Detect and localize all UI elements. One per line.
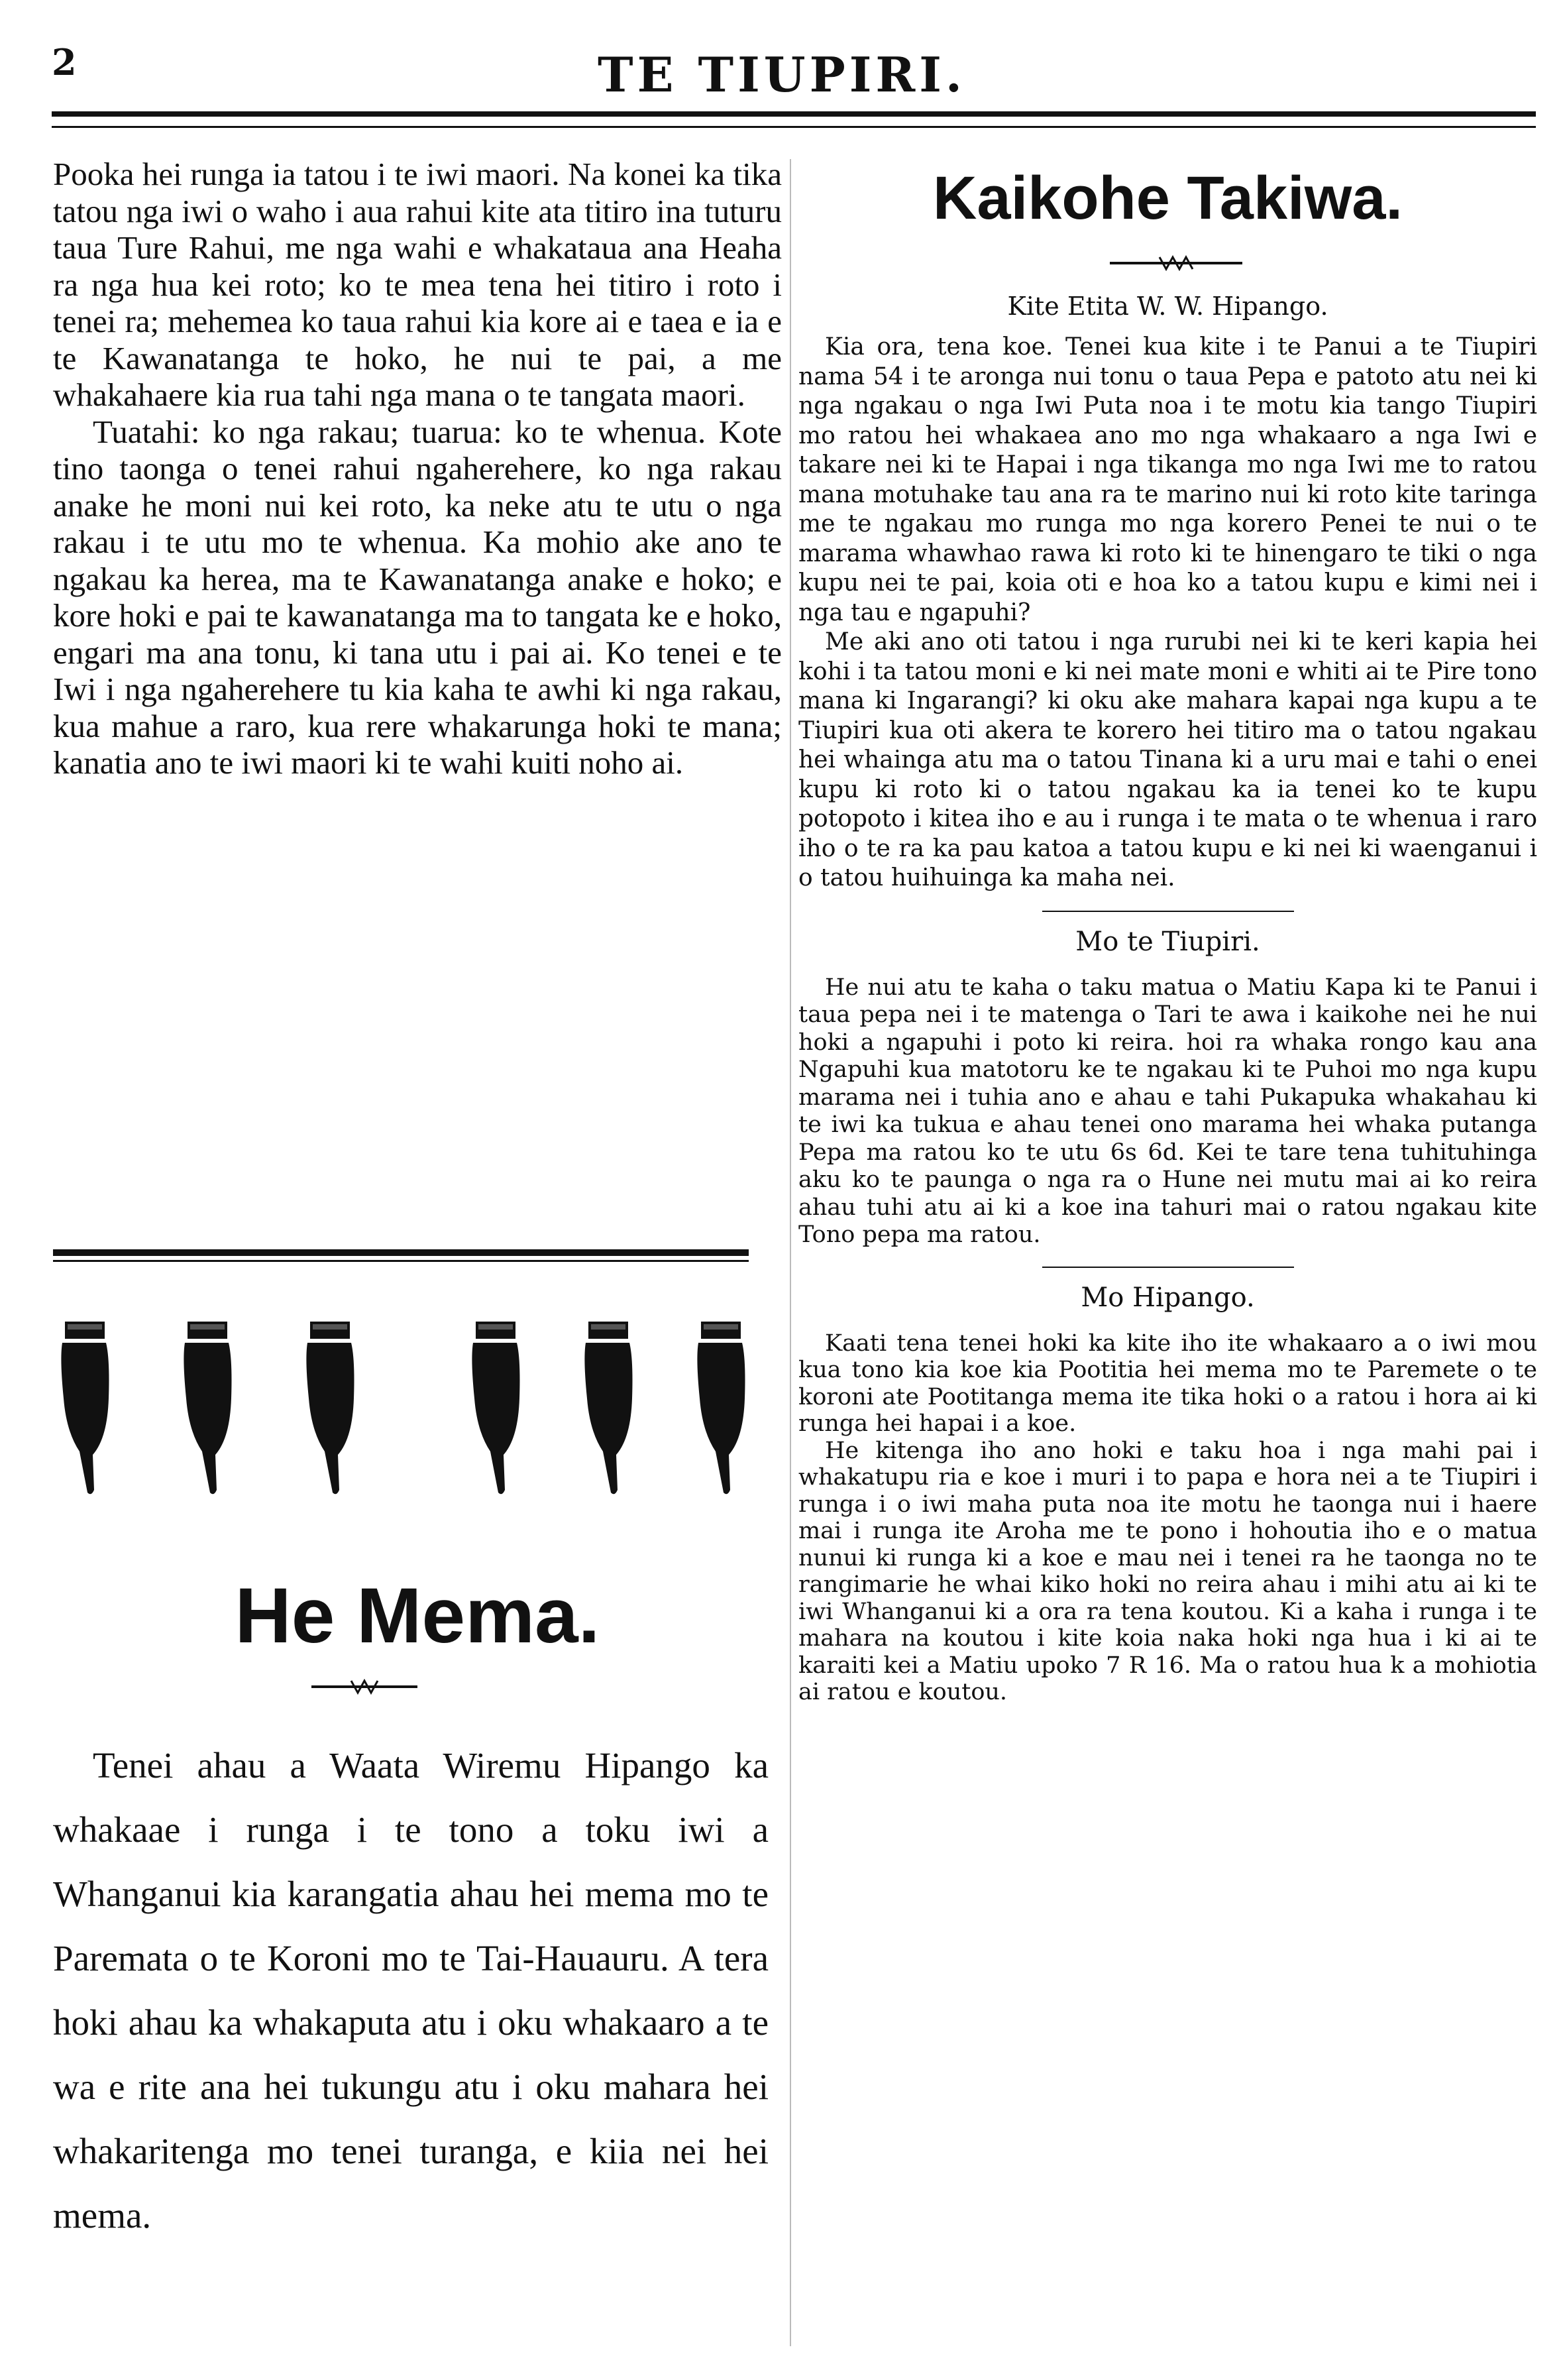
section-rule [1042, 911, 1294, 912]
pointing-hand-icon [464, 1319, 527, 1498]
letter-paragraph: Kia ora, tena koe. Tenei kua kite i te Panui a te Tiupiri nama 54 i te aronga nui tonu o taua Pepa e patoto atu nei ki nga ngakau o nga Iwi Puta noa i te motu kia tango Tiupiri mo ratou hei whakaea ano mo nga whakaaro a nga Iwi e takare nei ki te Hapai i nga tikanga mo nga Iwi me to ratou mana motuhake tau ana ra te marino nui ki roto kite taringa me te ngakau mo runga mo nga korero Penei te nui o te marama whawhao rawa ki roto ki te hinengaro te tiki o nga kupu nei te pai, koia oti e hoa ko a tatou kupu e kimi nei i nga tau e ngapuhi? [798, 333, 1537, 626]
mo-tiupiri-heading: Mo te Tiupiri. [1075, 926, 1260, 957]
page-number: 2 [52, 41, 77, 84]
rahui-article [53, 156, 782, 1223]
header-rule-thin [52, 126, 1536, 128]
mo-tiupiri-paragraph: He nui atu te kaha o taku matua o Matiu Kapa ki te Panui i taua pepa nei i te matenga o Tari te awa i kaikohe nei he nui hoki a ngapuhi i poto ki reira. hoi ra whaka rongo kau ana Ngapuhi kua matotoru ke te ngakau ki te Puhoi mo nga kupu marama nei i tuhia ano e ahau e tahi Pukapuka whakahau ki te iwi ka tukua e ahau tenei ono marama hei whaka putanga Pepa ma ratou ko te utu 6s 6d. Kei te tare tena tuhituhinga aku ko te paunga o nga ra o Hune nei mutu mai ai ko reira ahau tuhi atu ai ki a koe ina tahuri mai o ratou ngakau kite Tono pepa ma ratou. [798, 974, 1537, 1248]
mo-hipango-paragraph: Kaati tena tenei hoki ka kite iho ite whakaaro a o iwi mou kua tono kia koe kia Pootitia hei mema mo te Paremete o te koroni ate Pootitanga mema ite tika hoki o a ratou i hora ai ki runga hei hapai i a koe. [798, 1330, 1537, 1437]
mo-hipango-paragraph: He kitenga iho ano hoki e taku hoa i nga mahi pai i whakatupu ria e koe i muri i to papa e hora nei a te Tiupiri i runga i o iwi maha puta noa ite motu he taonga nui i haere mai i runga ite Aroha me te pono i hohoutia iho e o matua nunui ki runga ki a koe e mau nei i tenei ra he taonga no te rangimarie he whai kiko hoki no reira ahau i mihi atu ai ki te iwi Whanganui ki a ora ra tena koutou. Ki a kaha i runga i te mahara na koutou i kite koia naka hoki nga hua i ki ai te karaiti kei a Matiu upoko 7 R 16. Ma o ratou hua k a mohiotia ai ratou e koutou. [798, 1437, 1537, 1705]
header-rule [52, 111, 1536, 117]
pointing-hand-icon [298, 1319, 362, 1498]
masthead-title: TE TIUPIRI. [598, 46, 966, 103]
pointing-hand-icon [576, 1319, 640, 1498]
pointing-hand-icon [689, 1319, 753, 1498]
mo-hipango-heading: Mo Hipango. [1081, 1282, 1255, 1313]
section-rule [1042, 1267, 1294, 1268]
pointing-hand-icon [176, 1319, 239, 1498]
left-column [53, 156, 782, 1223]
kaikohe-title: Kaikohe Takiwa. [932, 164, 1403, 232]
article-paragraph: Pooka hei runga ia tatou i te iwi maori. Na konei ka tika tatou nga iwi o waho i aua rahui kite ata titiro ina tuturu taua Ture Rahui, me nga wahi e whakataua ana Heaha ra nga hua kei roto; ko te mea tena hei titiro i roto i tenei ra; mehemea ko taua rahui kia kore ai e taea e ia e te Kawanatanga te hoko, he nui te pai, a me whakahaere kia rua tahi nga mana o te tangata maori. [53, 156, 782, 413]
scroll-ornament-icon [1110, 253, 1242, 273]
pointing-hands-row [53, 1319, 755, 1498]
right-column [798, 156, 1537, 1706]
column-divider [790, 159, 791, 2346]
scroll-ornament-icon [311, 1677, 417, 1697]
letter-byline: Kite Etita W. W. Hipango. [1007, 292, 1328, 321]
section-double-rule [53, 1249, 749, 1262]
letter-paragraph: Me aki ano oti tatou i nga rurubi nei ki te keri kapia hei kohi i ta tatou moni e ki nei mate moni e whiti ai te Pire tono mana ki Ingarangi? ki oku ake mahara kapai nga kupu a te Tiupiri kua oti akera te korero hei titiro ma o tatou ngakau hei whainga atu ma o tatou Tinana ki a uru mai e tahi o enei kupu ki roto ki o tatou ngakau ka ia tenei ko te kupu potopoto i kitea iho e au i runga i te mata o te whenua i raro iho o te ra ka pau katoa a tatou kupu e ki nei ki waenganui i o tatou huihuinga ka maha nei. [798, 628, 1537, 891]
article-paragraph: Tuatahi: ko nga rakau; tuarua: ko te whenua. Kote tino taonga o tenei rahui ngaherehere, ko nga rakau anake he moni nui kei roto, ka neke atu te utu o nga rakau i te utu mo te whenua. Ka mohio ake ano te ngakau ka herea, ma te Kawanatanga anake e hoko; e kore hoki e pai te kawanatanga ma to tangata ke e hoko, engari ma ana tonu, ki tana utu i pai ai. Ko tenei e te Iwi i nga ngaherehere tu kia kaha te awhi ki nga rakau, kua mahue a raro, kua rere whakarunga hoki te mana; kanatia ano te iwi maori ki te wahi kuiti noho ai. [53, 413, 782, 781]
pointing-hand-icon [53, 1319, 117, 1498]
he-mema-title: He Mema. [235, 1572, 600, 1660]
he-mema-body: Tenei ahau a Waata Wiremu Hipango ka whakaae i runga i te tono a toku iwi a Whanganui kia karangatia ahau hei mema mo te Paremata o te Koroni mo te Tai-Hauauru. A tera hoki ahau ka whakaputa atu i oku whakaaro a te wa e rite ana hei tukungu atu i oku mahara hei whakaritenga mo tenei turanga, e kiia nei hei mema. [53, 1745, 769, 2236]
